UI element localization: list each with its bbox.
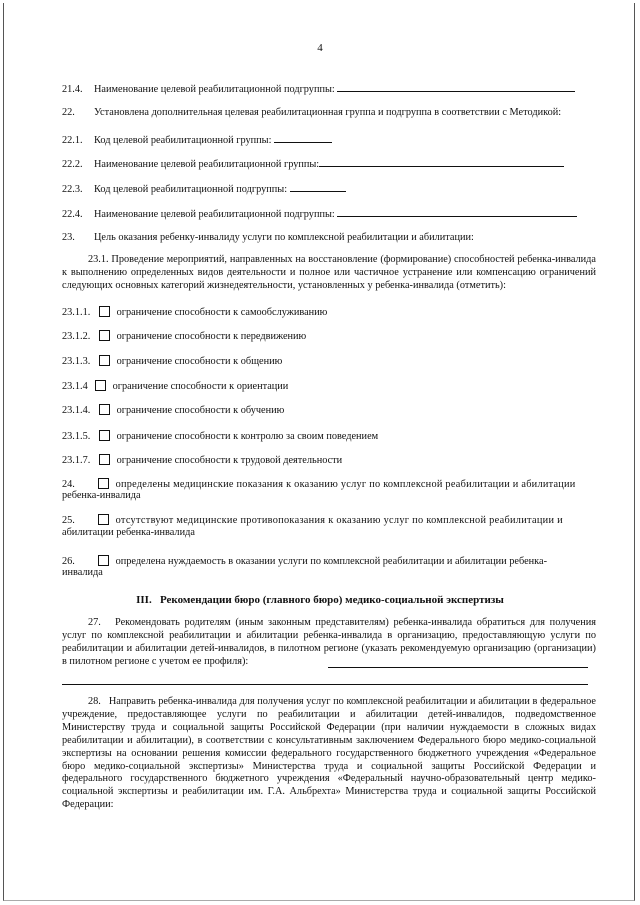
item-25 [62,514,563,527]
item-22 [62,107,561,119]
item-24-line2: ребенка-инвалида [62,490,141,501]
checkbox[interactable] [99,330,110,341]
item-text: Код целевой реабилитационной группы: [94,135,272,146]
item-number: 23. [62,232,75,243]
item-number: 22.4. [62,209,83,220]
checkbox[interactable] [95,380,106,391]
item-text: определена нуждаемость в оказании услуги по комплексной реабилитации и абилитации ребенка- [115,556,548,567]
paragraph-28 [62,696,599,812]
item-21-4 [62,82,575,96]
item-text: Наименование целевой реабилитационной подгруппы: [94,209,335,220]
checkbox[interactable] [99,355,110,366]
paragraph-text: 28. Направить ребенка-инвалида для получения услуг по комплексной реабилитации и абилитации в федеральное учреждение, предоставляющее услуги по реабилитации и абилитации детей-инвалидов, подведомственное Министерству труда и социальной защиты Российской Федерации (при наличии нуждаемости в сложных видах реабилитации и абилитации), в соответствии с консультативным заключением Федерального бюро медико-социальной экспертизы на основании решения комиссии федерального государственного бюджетного учреждения «Федеральное бюро медико-социальной экспертизы» Министерства труда и социальной защиты Российской Федерации и федерального государственного бюджетного учреждения «Федеральный научно-образовательный центр медико-социальной экспертизы и реабилитации им. Г.А. Альбрехта» Министерства труда и социальной защиты Российской Федерации: [62,696,599,811]
item-number: 22. [62,107,75,118]
fill-line[interactable] [274,133,332,143]
item-number: 23.1.1. [62,307,91,318]
fill-line[interactable] [62,684,588,685]
item-number: 22.1. [62,135,83,146]
item-number: 21.4. [62,84,83,95]
checkbox-label: ограничение способности к ориентации [112,381,289,392]
item-number: 23.1.5. [62,431,91,442]
item-number: 22.3. [62,184,83,195]
item-text: Установлена дополнительная целевая реабилитационная группа и подгруппа в соответствии с Методикой: [94,107,562,118]
item-number: 23.1.7. [62,455,91,466]
paragraph-23-1 [62,254,596,293]
checkbox[interactable] [99,404,110,415]
item-22-3 [62,182,346,196]
checkbox[interactable] [99,454,110,465]
item-text: определены медицинские показания к оказанию услуг по комплексной реабилитации и абилитации [115,479,576,490]
item-number: 22.2. [62,159,83,170]
checkbox-row-learning [62,404,284,417]
item-number: 23.1.2. [62,331,91,342]
checkbox-row-communication [62,355,282,368]
item-26 [62,555,547,568]
fill-line[interactable] [319,157,564,167]
checkbox-label: ограничение способности к общению [116,356,283,367]
checkbox[interactable] [98,555,109,566]
checkbox-label: ограничение способности к самообслуживанию [116,307,328,318]
item-25-line2: абилитации ребенка-инвалида [62,527,195,538]
fill-line[interactable] [290,182,346,192]
checkbox-row-orientation [62,380,288,393]
checkbox-label: ограничение способности к трудовой деятельности [116,455,343,466]
section-heading: III. Рекомендации бюро (главного бюро) медико-социальной экспертизы [136,594,504,606]
paragraph-text: 27. Рекомендовать родителям (иным законным представителям) ребенка-инвалида обратиться для получения услуг по комплексной реабилитации и абилитации ребенка-инвалида в организацию, предоставляющую услуги по реабилитации и абилитации детей-инвалидов, в пилотном регионе (указать рекомендуемую организацию (организации) в пилотном регионе с учетом ее профиля): [62,617,599,667]
item-22-2 [62,157,564,171]
checkbox-label: ограничение способности к контролю за своим поведением [116,431,379,442]
item-number: 23.1.4. [62,405,91,416]
checkbox[interactable] [99,306,110,317]
checkbox[interactable] [98,514,109,525]
item-text: отсутствуют медицинские противопоказания к оказанию услуг по комплексной реабилитации и [115,515,563,526]
checkbox-row-work-activity [62,454,342,467]
item-number: 24. [62,479,75,490]
checkbox-label: ограничение способности к обучению [116,405,285,416]
item-26-line2: инвалида [62,567,103,578]
checkbox-row-self-care [62,306,327,319]
item-number: 25. [62,515,75,526]
item-text: Цель оказания ребенку-инвалиду услуги по комплексной реабилитации и абилитации: [94,232,474,243]
fill-line[interactable] [337,207,577,217]
item-text: Наименование целевой реабилитационной группы: [94,159,320,170]
page-number: 4 [317,42,323,54]
checkbox-row-behavior-control [62,430,378,443]
checkbox[interactable] [98,478,109,489]
item-23 [62,232,474,244]
checkbox-label: ограничение способности к передвижению [116,331,307,342]
item-text: Код целевой реабилитационной подгруппы: [94,184,288,195]
fill-line[interactable] [328,658,588,668]
checkbox-row-movement [62,330,306,343]
item-22-4 [62,207,577,221]
item-number: 26. [62,556,75,567]
paragraph-text: 23.1. Проведение мероприятий, направленных на восстановление (формирование) способностей ребенка-инвалида к выполнению определенных видов деятельности и полное или частичное устранение или компенсацию ограничений следующих основных категорий жизнедеятельности, установленных у ребенка-инвалида (отметить): [62,254,596,291]
checkbox[interactable] [99,430,110,441]
item-22-1 [62,133,332,147]
item-number: 23.1.4 [62,381,88,392]
item-text: Наименование целевой реабилитационной подгруппы: [94,84,335,95]
item-number: 23.1.3. [62,356,91,367]
fill-line[interactable] [337,82,575,92]
